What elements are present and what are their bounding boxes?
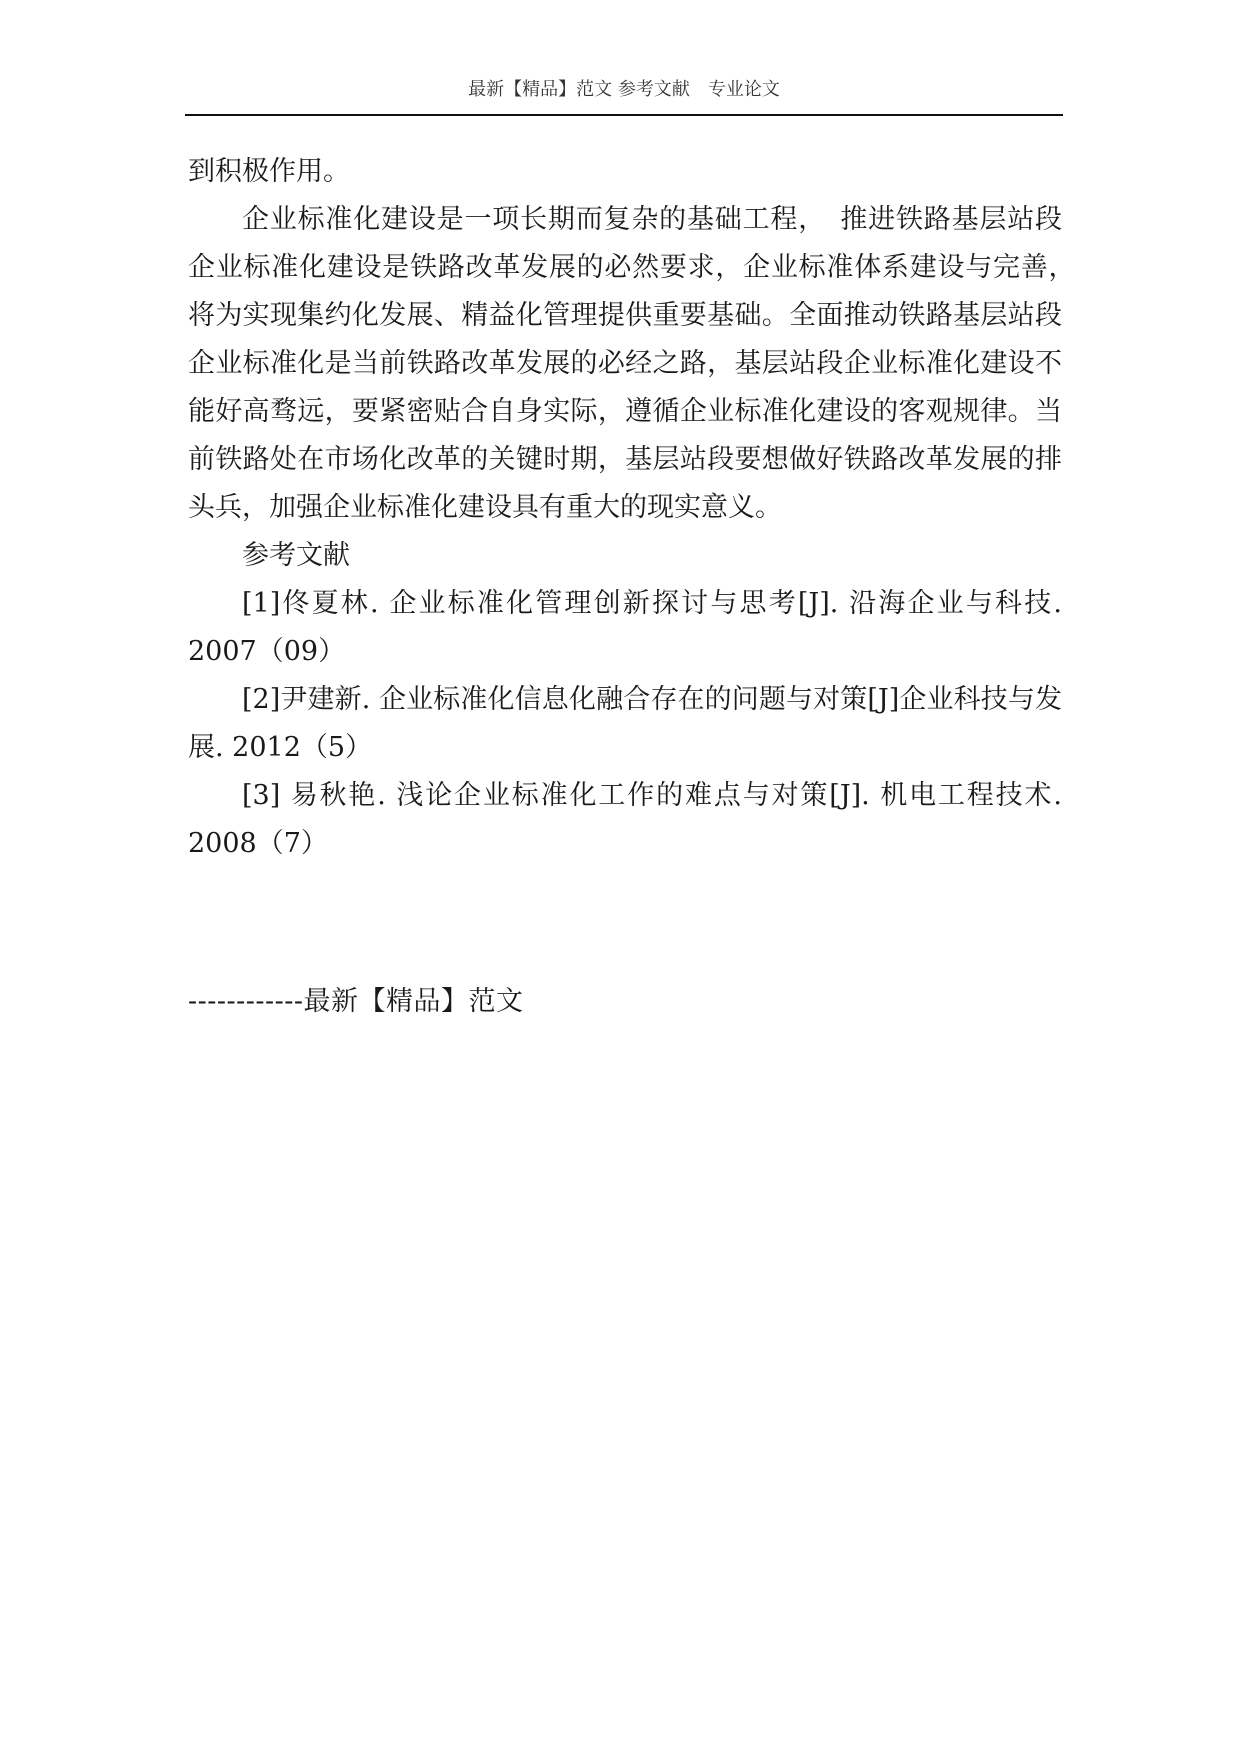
reference-item: [3] 易秋艳. 浅论企业标准化工作的难点与对策[J]. 机电工程技术. 2008（7） bbox=[188, 780, 1062, 859]
continuation-paragraph: 到积极作用。 bbox=[188, 156, 350, 187]
header-divider bbox=[185, 114, 1063, 116]
conclusion-paragraph: 企业标准化建设是一项长期而复杂的基础工程， 推进铁路基层站段企业标准化建设是铁路改革发展的必然要求，企业标准体系建设与完善， 将为实现集约化发展、精益化管理提供重要基础。全面推动铁路基层站段企业标准化是当前铁路改革发展的必经之路，基层站段企业标准化建设不能好高骛远，要紧密贴合自身实际，遵循企业标准化建设的客观规律。当前铁路处在市场化改革的关键时期，基层站段要想做好铁路改革发展的排头兵，加强企业标准化建设具有重大的现实意义。 bbox=[188, 204, 1089, 523]
document-body bbox=[188, 148, 1089, 868]
reference-item: [1]佟夏林. 企业标准化管理创新探讨与思考[J]. 沿海企业与科技. 2007（09） bbox=[188, 588, 1062, 667]
references-heading: 参考文献 bbox=[242, 540, 350, 571]
page-header: 最新【精品】范文 参考文献 专业论文 bbox=[468, 79, 780, 100]
reference-item: [2]尹建新. 企业标准化信息化融合存在的问题与对策[J]企业科技与发展. 2012（5） bbox=[188, 684, 1062, 763]
page-footer: ------------最新【精品】范文 bbox=[188, 986, 524, 1017]
